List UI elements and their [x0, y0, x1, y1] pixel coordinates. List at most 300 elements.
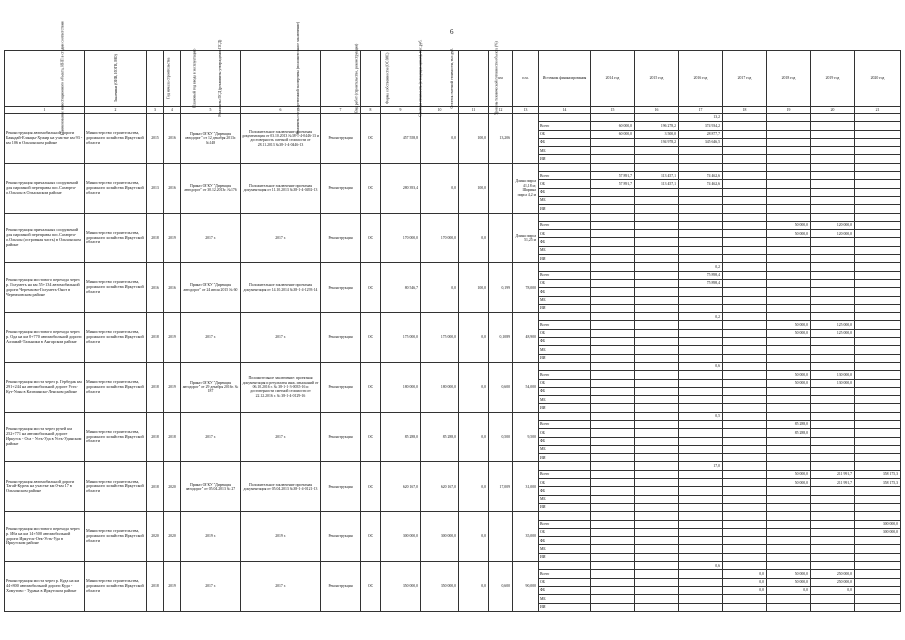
project-name: Реконструкция мостового перехода через р. Иба на км 14+500 автомобильной дороги Иркутск-Оек-Усть-Уда в Иркутском районе — [5, 512, 85, 562]
funding-value — [767, 130, 811, 138]
funding-value — [855, 196, 901, 204]
funding-value — [679, 437, 723, 445]
funding-value — [767, 279, 811, 287]
funding-value — [591, 454, 635, 462]
capacity-pm: 48,900 — [513, 313, 539, 363]
funding-source: ОБ — [539, 230, 591, 238]
funding-value — [855, 321, 901, 329]
funding-value: 57 891,7 — [591, 180, 635, 188]
funding-value — [855, 138, 901, 146]
funding-value — [767, 180, 811, 188]
funding-value — [855, 578, 901, 586]
capacity-note — [635, 512, 679, 520]
capacity-note — [767, 213, 811, 221]
readiness: 100,0 — [459, 163, 489, 213]
funding-value — [723, 221, 767, 229]
funding-value — [767, 396, 811, 404]
project-name: Реконструкция причальных сооружений для паромной переправы пос.Сахюрта-о.Ольхон в Ольхонском районе — [5, 163, 85, 213]
capacity-note — [591, 114, 635, 122]
funding-value — [723, 279, 767, 287]
funding-value — [679, 595, 723, 603]
funding-value — [679, 246, 723, 254]
funding-source: ФБ — [539, 387, 591, 395]
funding-value — [635, 404, 679, 412]
funding-value — [591, 470, 635, 478]
funding-source: ИИ — [539, 304, 591, 312]
funding-value: 0,0 — [811, 586, 855, 594]
funding-value — [855, 271, 901, 279]
funding-value — [723, 196, 767, 204]
expertise-details: 2017 г. — [241, 213, 321, 263]
capacity-note — [635, 562, 679, 570]
end-year: 2018 — [164, 412, 181, 462]
funding-value — [767, 196, 811, 204]
funding-value — [679, 288, 723, 296]
funding-value — [723, 138, 767, 146]
estimated-cost: 170 000,0 — [381, 213, 421, 263]
column-number: 3 — [147, 107, 164, 114]
funding-value — [591, 338, 635, 346]
capacity-note: 0,5 — [679, 412, 723, 420]
capacity-km — [489, 163, 513, 213]
capacity-note — [723, 512, 767, 520]
funding-value — [591, 570, 635, 578]
estimated-cost: 180 000,0 — [381, 362, 421, 412]
funding-value — [855, 429, 901, 437]
funding-value: 196 278,2 — [635, 122, 679, 130]
funding-value — [723, 371, 767, 379]
funding-value — [723, 130, 767, 138]
funding-value: 3 500,0 — [635, 130, 679, 138]
expertise-details: 2017 г. — [241, 313, 321, 363]
capacity-note — [591, 213, 635, 221]
funding-value — [811, 387, 855, 395]
funding-value — [635, 296, 679, 304]
column-number: 2 — [85, 107, 147, 114]
funding-value — [591, 503, 635, 511]
funding-value — [767, 238, 811, 246]
funding-value — [591, 429, 635, 437]
funding-value — [811, 130, 855, 138]
estimated-cost: 85 288,0 — [381, 412, 421, 462]
readiness: 100,0 — [459, 114, 489, 164]
project-name: Реконструкция моста через р. Гербедак км 291+244 на автомобильной дороге Усть-Кут-Уоян в Казачинско-Ленском районе — [5, 362, 85, 412]
funding-value — [635, 470, 679, 478]
header-cell: 2017 год — [723, 51, 767, 107]
start-year: 2018 — [147, 313, 164, 363]
funding-value: 75 898,4 — [679, 279, 723, 287]
funding-value — [723, 255, 767, 263]
psd-details: Приказ ОГКУ "Дирекция автодорог" от 05.04.2013 № 27 — [181, 462, 241, 512]
funding-source: ОБ — [539, 379, 591, 387]
ownership: ОС — [361, 412, 381, 462]
funding-value — [591, 396, 635, 404]
capacity-note: 0,6 — [679, 562, 723, 570]
funding-value — [635, 586, 679, 594]
funding-source: ОБ — [539, 279, 591, 287]
capacity-note — [811, 114, 855, 122]
funding-value — [591, 595, 635, 603]
funding-source: ФБ — [539, 188, 591, 196]
funding-value: 57 891,7 — [591, 172, 635, 180]
capacity-note — [679, 213, 723, 221]
funding-source: ИИ — [539, 553, 591, 561]
header-row — [5, 51, 901, 107]
funding-source: МБ — [539, 545, 591, 553]
funding-value — [679, 338, 723, 346]
funding-value: 50 000,0 — [767, 221, 811, 229]
funding-value — [591, 255, 635, 263]
funding-source: ИИ — [539, 255, 591, 263]
funding-value — [811, 354, 855, 362]
funding-value: 374 934,2 — [679, 122, 723, 130]
funding-value — [679, 470, 723, 478]
funding-value — [723, 479, 767, 487]
funding-value — [811, 396, 855, 404]
funding-value: 74 462,6 — [679, 180, 723, 188]
funding-value — [635, 338, 679, 346]
header-cell: Реквизиты государственной экспертизы (положительное заключение) — [241, 51, 321, 107]
funding-source: ОБ — [539, 479, 591, 487]
funding-value — [679, 188, 723, 196]
funding-value — [635, 379, 679, 387]
funding-source: ФБ — [539, 338, 591, 346]
funding-source: Всего — [539, 172, 591, 180]
funding-value: 194 978,2 — [635, 138, 679, 146]
funding-value — [591, 155, 635, 163]
funding-value — [679, 205, 723, 213]
funding-value: 50 000,0 — [767, 470, 811, 478]
funding-value — [591, 296, 635, 304]
capacity-note — [767, 313, 811, 321]
capacity-note — [855, 313, 901, 321]
funding-value — [767, 246, 811, 254]
psd-details: 2017 г. — [181, 562, 241, 612]
funding-value — [679, 404, 723, 412]
funding-value — [855, 586, 901, 594]
funding-value — [679, 479, 723, 487]
end-year: 2020 — [164, 462, 181, 512]
funding-value — [767, 603, 811, 611]
work-type: Реконструкция — [321, 114, 361, 164]
end-year: 2016 — [164, 163, 181, 213]
funding-value — [855, 279, 901, 287]
capacity-note — [723, 114, 767, 122]
customer: Министерство строительства, дорожного хозяйства Иркутской области — [85, 362, 147, 412]
estimated-cost: 300 000,0 — [381, 512, 421, 562]
capacity-note — [767, 114, 811, 122]
funding-value — [855, 445, 901, 453]
funding-value — [723, 487, 767, 495]
funding-value — [679, 537, 723, 545]
work-type: Реконструкция — [321, 362, 361, 412]
funding-source: МБ — [539, 147, 591, 155]
header-cell: Источник финансирования — [539, 51, 591, 107]
funding-value — [855, 495, 901, 503]
funding-value — [679, 379, 723, 387]
funding-value — [767, 387, 811, 395]
funding-value — [591, 188, 635, 196]
capacity-note — [723, 313, 767, 321]
funding-value — [855, 537, 901, 545]
ownership: ОС — [361, 362, 381, 412]
funding-value — [767, 487, 811, 495]
funding-value — [767, 445, 811, 453]
table-row — [5, 263, 901, 271]
funding-value — [767, 520, 811, 528]
funding-value — [635, 188, 679, 196]
header-cell: км — [489, 51, 513, 107]
funding-source: Всего — [539, 321, 591, 329]
funding-source: ФБ — [539, 537, 591, 545]
capacity-pm: 31,000 — [513, 462, 539, 512]
capacity-note — [723, 462, 767, 470]
header-cell: 2014 год — [591, 51, 635, 107]
funding-value — [855, 296, 901, 304]
funding-value — [635, 578, 679, 586]
funding-value — [635, 528, 679, 536]
funding-value: 50 000,0 — [767, 379, 811, 387]
estimated-cost: 175 000,0 — [381, 313, 421, 363]
funding-value — [811, 246, 855, 254]
funding-value — [723, 528, 767, 536]
work-type: Реконструкция — [321, 263, 361, 313]
remaining-cost: 300 000,0 — [421, 512, 459, 562]
funding-value: 130 000,0 — [811, 379, 855, 387]
capacity-note — [635, 412, 679, 420]
funding-source: Всего — [539, 371, 591, 379]
funding-value — [767, 271, 811, 279]
estimated-cost: 620 167,0 — [381, 462, 421, 512]
header-cell: 2019 год — [811, 51, 855, 107]
funding-source: ИИ — [539, 205, 591, 213]
start-year: 2018 — [147, 562, 164, 612]
customer: Министерство строительства, дорожного хозяйства Иркутской области — [85, 412, 147, 462]
ownership: ОС — [361, 512, 381, 562]
funding-value — [679, 553, 723, 561]
readiness: 0,0 — [459, 362, 489, 412]
header-cell: 2020 год — [855, 51, 901, 107]
column-number: 17 — [679, 107, 723, 114]
funding-value — [723, 122, 767, 130]
funding-value — [811, 338, 855, 346]
funding-value — [811, 445, 855, 453]
funding-value — [679, 346, 723, 354]
funding-value — [679, 445, 723, 453]
funding-value — [723, 553, 767, 561]
funding-value — [635, 603, 679, 611]
capacity-note — [767, 462, 811, 470]
header-cell: Плановый год ввода в эксплуатацию — [164, 51, 181, 107]
funding-value — [811, 138, 855, 146]
work-type: Реконструкция — [321, 462, 361, 512]
capacity-pm: Длина пирса 41,18 м; Ширина пирса 4,2 м — [513, 163, 539, 213]
customer: Министерство строительства, дорожного хозяйства Иркутской области — [85, 163, 147, 213]
capacity-note — [591, 462, 635, 470]
funding-value — [855, 246, 901, 254]
funding-value — [635, 570, 679, 578]
funding-value: 74 462,6 — [679, 172, 723, 180]
funding-value — [811, 420, 855, 428]
funding-value — [591, 379, 635, 387]
start-year: 2018 — [147, 462, 164, 512]
funding-value — [811, 155, 855, 163]
funding-value — [855, 329, 901, 337]
funding-value — [679, 155, 723, 163]
readiness: 0,0 — [459, 512, 489, 562]
expertise-details: Положительное заключение: проектная документация и результаты инж. изысканий от 06.10.2016 г. № 38-1-1-3-0035-16 и достоверности сметной стоимости от 22.12.2016 г. № 38-1-4-0129-16 — [241, 362, 321, 412]
funding-value: 75 898,4 — [679, 271, 723, 279]
funding-value — [635, 279, 679, 287]
funding-value: 345 646,5 — [679, 138, 723, 146]
funding-value: 120 000,0 — [811, 221, 855, 229]
capacity-km: 0,1089 — [489, 313, 513, 363]
funding-value — [855, 238, 901, 246]
funding-source: ФБ — [539, 288, 591, 296]
psd-details: Приказ ОГКУ "Дирекция автодорог" от 12 декабря 2013г. №148 — [181, 114, 241, 164]
funding-value — [635, 371, 679, 379]
funding-value — [591, 246, 635, 254]
funding-value — [811, 495, 855, 503]
capacity-note — [635, 213, 679, 221]
column-number: 14 — [539, 107, 591, 114]
funding-value — [679, 487, 723, 495]
funding-value: 125 000,0 — [811, 321, 855, 329]
column-number: 9 — [381, 107, 421, 114]
capacity-note — [723, 213, 767, 221]
table-row — [5, 562, 901, 570]
funding-value — [723, 172, 767, 180]
capacity-note: 17,0 — [679, 462, 723, 470]
capacity-note — [635, 263, 679, 271]
header-cell: Уровень технической готовности объекта (%) — [459, 51, 489, 107]
capacity-note — [811, 163, 855, 171]
funding-source: ИИ — [539, 404, 591, 412]
funding-value — [591, 495, 635, 503]
capacity-note — [723, 412, 767, 420]
funding-value — [723, 296, 767, 304]
column-number: 11 — [459, 107, 489, 114]
remaining-cost: 85 288,0 — [421, 412, 459, 462]
funding-value — [635, 147, 679, 155]
header-cell: Остаток сметной стоимости, тыс.руб. — [421, 51, 459, 107]
funding-value: 130 000,0 — [811, 371, 855, 379]
funding-value — [723, 495, 767, 503]
capacity-note — [723, 362, 767, 370]
funding-value — [723, 147, 767, 155]
funding-source: МБ — [539, 595, 591, 603]
funding-value — [855, 454, 901, 462]
funding-value — [591, 387, 635, 395]
funding-value — [679, 603, 723, 611]
funding-value — [591, 230, 635, 238]
funding-value: 113 457,1 — [635, 172, 679, 180]
funding-value — [635, 329, 679, 337]
capacity-note — [855, 163, 901, 171]
capacity-note — [855, 362, 901, 370]
funding-value — [855, 188, 901, 196]
funding-value — [811, 545, 855, 553]
funding-value — [767, 288, 811, 296]
funding-value — [635, 420, 679, 428]
funding-value — [855, 371, 901, 379]
funding-value — [591, 196, 635, 204]
header-cell: п.м. — [513, 51, 539, 107]
capacity-note — [591, 313, 635, 321]
funding-value — [635, 520, 679, 528]
customer: Министерство строительства, дорожного хозяйства Иркутской области — [85, 313, 147, 363]
work-type: Реконструкция — [321, 313, 361, 363]
funding-value — [855, 379, 901, 387]
funding-value — [591, 520, 635, 528]
estimated-cost: 280 393,4 — [381, 163, 421, 213]
funding-value — [635, 205, 679, 213]
funding-source: МБ — [539, 396, 591, 404]
funding-value — [591, 138, 635, 146]
funding-value — [723, 470, 767, 478]
funding-value — [723, 188, 767, 196]
funding-source: ИИ — [539, 603, 591, 611]
remaining-cost: 175 000,0 — [421, 313, 459, 363]
funding-value — [635, 396, 679, 404]
funding-source: МБ — [539, 246, 591, 254]
capacity-note: 0,2 — [679, 263, 723, 271]
capacity-note — [591, 163, 635, 171]
funding-value — [723, 520, 767, 528]
funding-source: ФБ — [539, 138, 591, 146]
funding-source: ИИ — [539, 503, 591, 511]
remaining-cost: 180 000,0 — [421, 362, 459, 412]
capacity-note — [811, 462, 855, 470]
funding-value: 358 175,3 — [855, 479, 901, 487]
funding-value — [855, 487, 901, 495]
funding-value — [811, 553, 855, 561]
funding-source-blank — [539, 114, 591, 122]
funding-value — [591, 221, 635, 229]
funding-value — [723, 379, 767, 387]
funding-value — [635, 553, 679, 561]
work-type: Реконструкция — [321, 512, 361, 562]
capacity-pm: 78,000 — [513, 263, 539, 313]
readiness: 0,0 — [459, 562, 489, 612]
funding-value — [591, 404, 635, 412]
header-cell: Сметная стоимость (в текущих ценах), тыс.руб. — [381, 51, 421, 107]
funding-value — [767, 454, 811, 462]
funding-source: МБ — [539, 495, 591, 503]
table-row — [5, 512, 901, 520]
funding-value: 250 000,0 — [811, 570, 855, 578]
capacity-note — [723, 163, 767, 171]
funding-source: ИИ — [539, 354, 591, 362]
expertise-details: Положительное заключение проектная документация от 03.10.2013 №38-1-4-0446-13 и достоверность сметной стоимости от 28.11.2013 №38-1-4-0446-13 — [241, 114, 321, 164]
capacity-pm: 90,000 — [513, 562, 539, 612]
funding-value — [723, 155, 767, 163]
header-cell: Форма собственности (ОС/МС) — [361, 51, 381, 107]
funding-value — [811, 271, 855, 279]
funding-value: 0,0 — [723, 586, 767, 594]
funding-value — [723, 503, 767, 511]
funding-value — [723, 545, 767, 553]
capacity-note — [767, 412, 811, 420]
funding-value — [767, 528, 811, 536]
column-number: 8 — [361, 107, 381, 114]
funding-value — [767, 537, 811, 545]
capacity-km: 17,009 — [489, 462, 513, 512]
funding-value — [811, 147, 855, 155]
capacity-note — [811, 512, 855, 520]
capacity-note: 13,2 — [679, 114, 723, 122]
funding-value — [635, 304, 679, 312]
